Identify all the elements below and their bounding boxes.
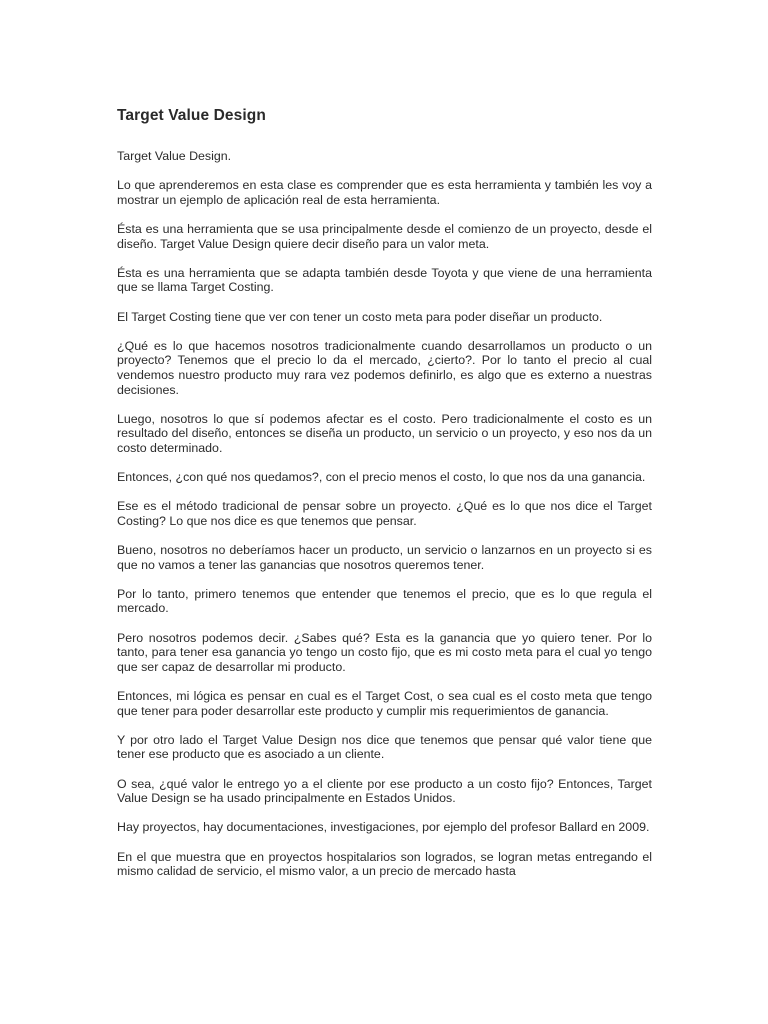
paragraph: Y por otro lado el Target Value Design nos dice que tenemos que pensar qué valor tiene que tener ese producto que es asociado a un cliente.: [117, 732, 652, 762]
paragraph: En el que muestra que en proyectos hospitalarios son logrados, se logran metas entregando el mismo calidad de servicio, el mismo valor, a un precio de mercado hasta: [117, 849, 652, 879]
paragraph: Luego, nosotros lo que sí podemos afectar es el costo. Pero tradicionalmente el costo es un resultado del diseño, entonces se diseña un producto, un servicio o un proyecto, y eso nos da un costo determinado.: [117, 411, 652, 455]
paragraph: O sea, ¿qué valor le entrego yo a el cliente por ese producto a un costo fijo? Entonces, Target Value Design se ha usado principalmente en Estados Unidos.: [117, 776, 652, 806]
paragraph: ¿Qué es lo que hacemos nosotros tradicionalmente cuando desarrollamos un producto o un proyecto? Tenemos que el precio lo da el mercado, ¿cierto?. Por lo tanto el precio al cual vendemos nuestro producto muy rara vez podemos definirlo, es algo que es externo a nuestras decisiones.: [117, 338, 652, 397]
paragraph: Ésta es una herramienta que se adapta también desde Toyota y que viene de una herramienta que se llama Target Costing.: [117, 265, 652, 295]
paragraph: El Target Costing tiene que ver con tener un costo meta para poder diseñar un producto.: [117, 309, 603, 324]
document-page: [117, 106, 652, 893]
paragraph: Bueno, nosotros no deberíamos hacer un producto, un servicio o lanzarnos en un proyecto si es que no vamos a tener las ganancias que nosotros queremos tener.: [117, 543, 652, 572]
paragraph: Pero nosotros podemos decir. ¿Sabes qué? Esta es la ganancia que yo quiero tener. Por lo tanto, para tener esa ganancia yo tengo un costo fijo, que es mi costo meta para el cual yo tengo que ser capaz de desarrollar mi producto.: [117, 630, 652, 674]
paragraph: Ese es el método tradicional de pensar sobre un proyecto. ¿Qué es lo que nos dice el Target Costing? Lo que nos dice es que tenemos que pensar.: [117, 499, 652, 528]
paragraph: Hay proyectos, hay documentaciones, investigaciones, por ejemplo del profesor Ballard en 2009.: [117, 820, 650, 835]
paragraph: Entonces, mi lógica es pensar en cual es el Target Cost, o sea cual es el costo meta que tengo que tener para poder desarrollar este producto y cumplir mis requerimientos de ganancia.: [117, 688, 652, 718]
paragraph: Lo que aprenderemos en esta clase es comprender que es esta herramienta y también les voy a mostrar un ejemplo de aplicación real de esta herramienta.: [117, 178, 652, 207]
paragraph: Por lo tanto, primero tenemos que entender que tenemos el precio, que es lo que regula el mercado.: [117, 586, 652, 616]
paragraph: Entonces, ¿con qué nos quedamos?, con el precio menos el costo, lo que nos da una ganancia.: [117, 470, 646, 485]
paragraph: Target Value Design.: [117, 149, 232, 163]
document-title: Target Value Design: [117, 107, 266, 124]
paragraph: Ésta es una herramienta que se usa principalmente desde el comienzo de un proyecto, desde el diseño. Target Value Design quiere decir diseño para un valor meta.: [117, 221, 652, 251]
